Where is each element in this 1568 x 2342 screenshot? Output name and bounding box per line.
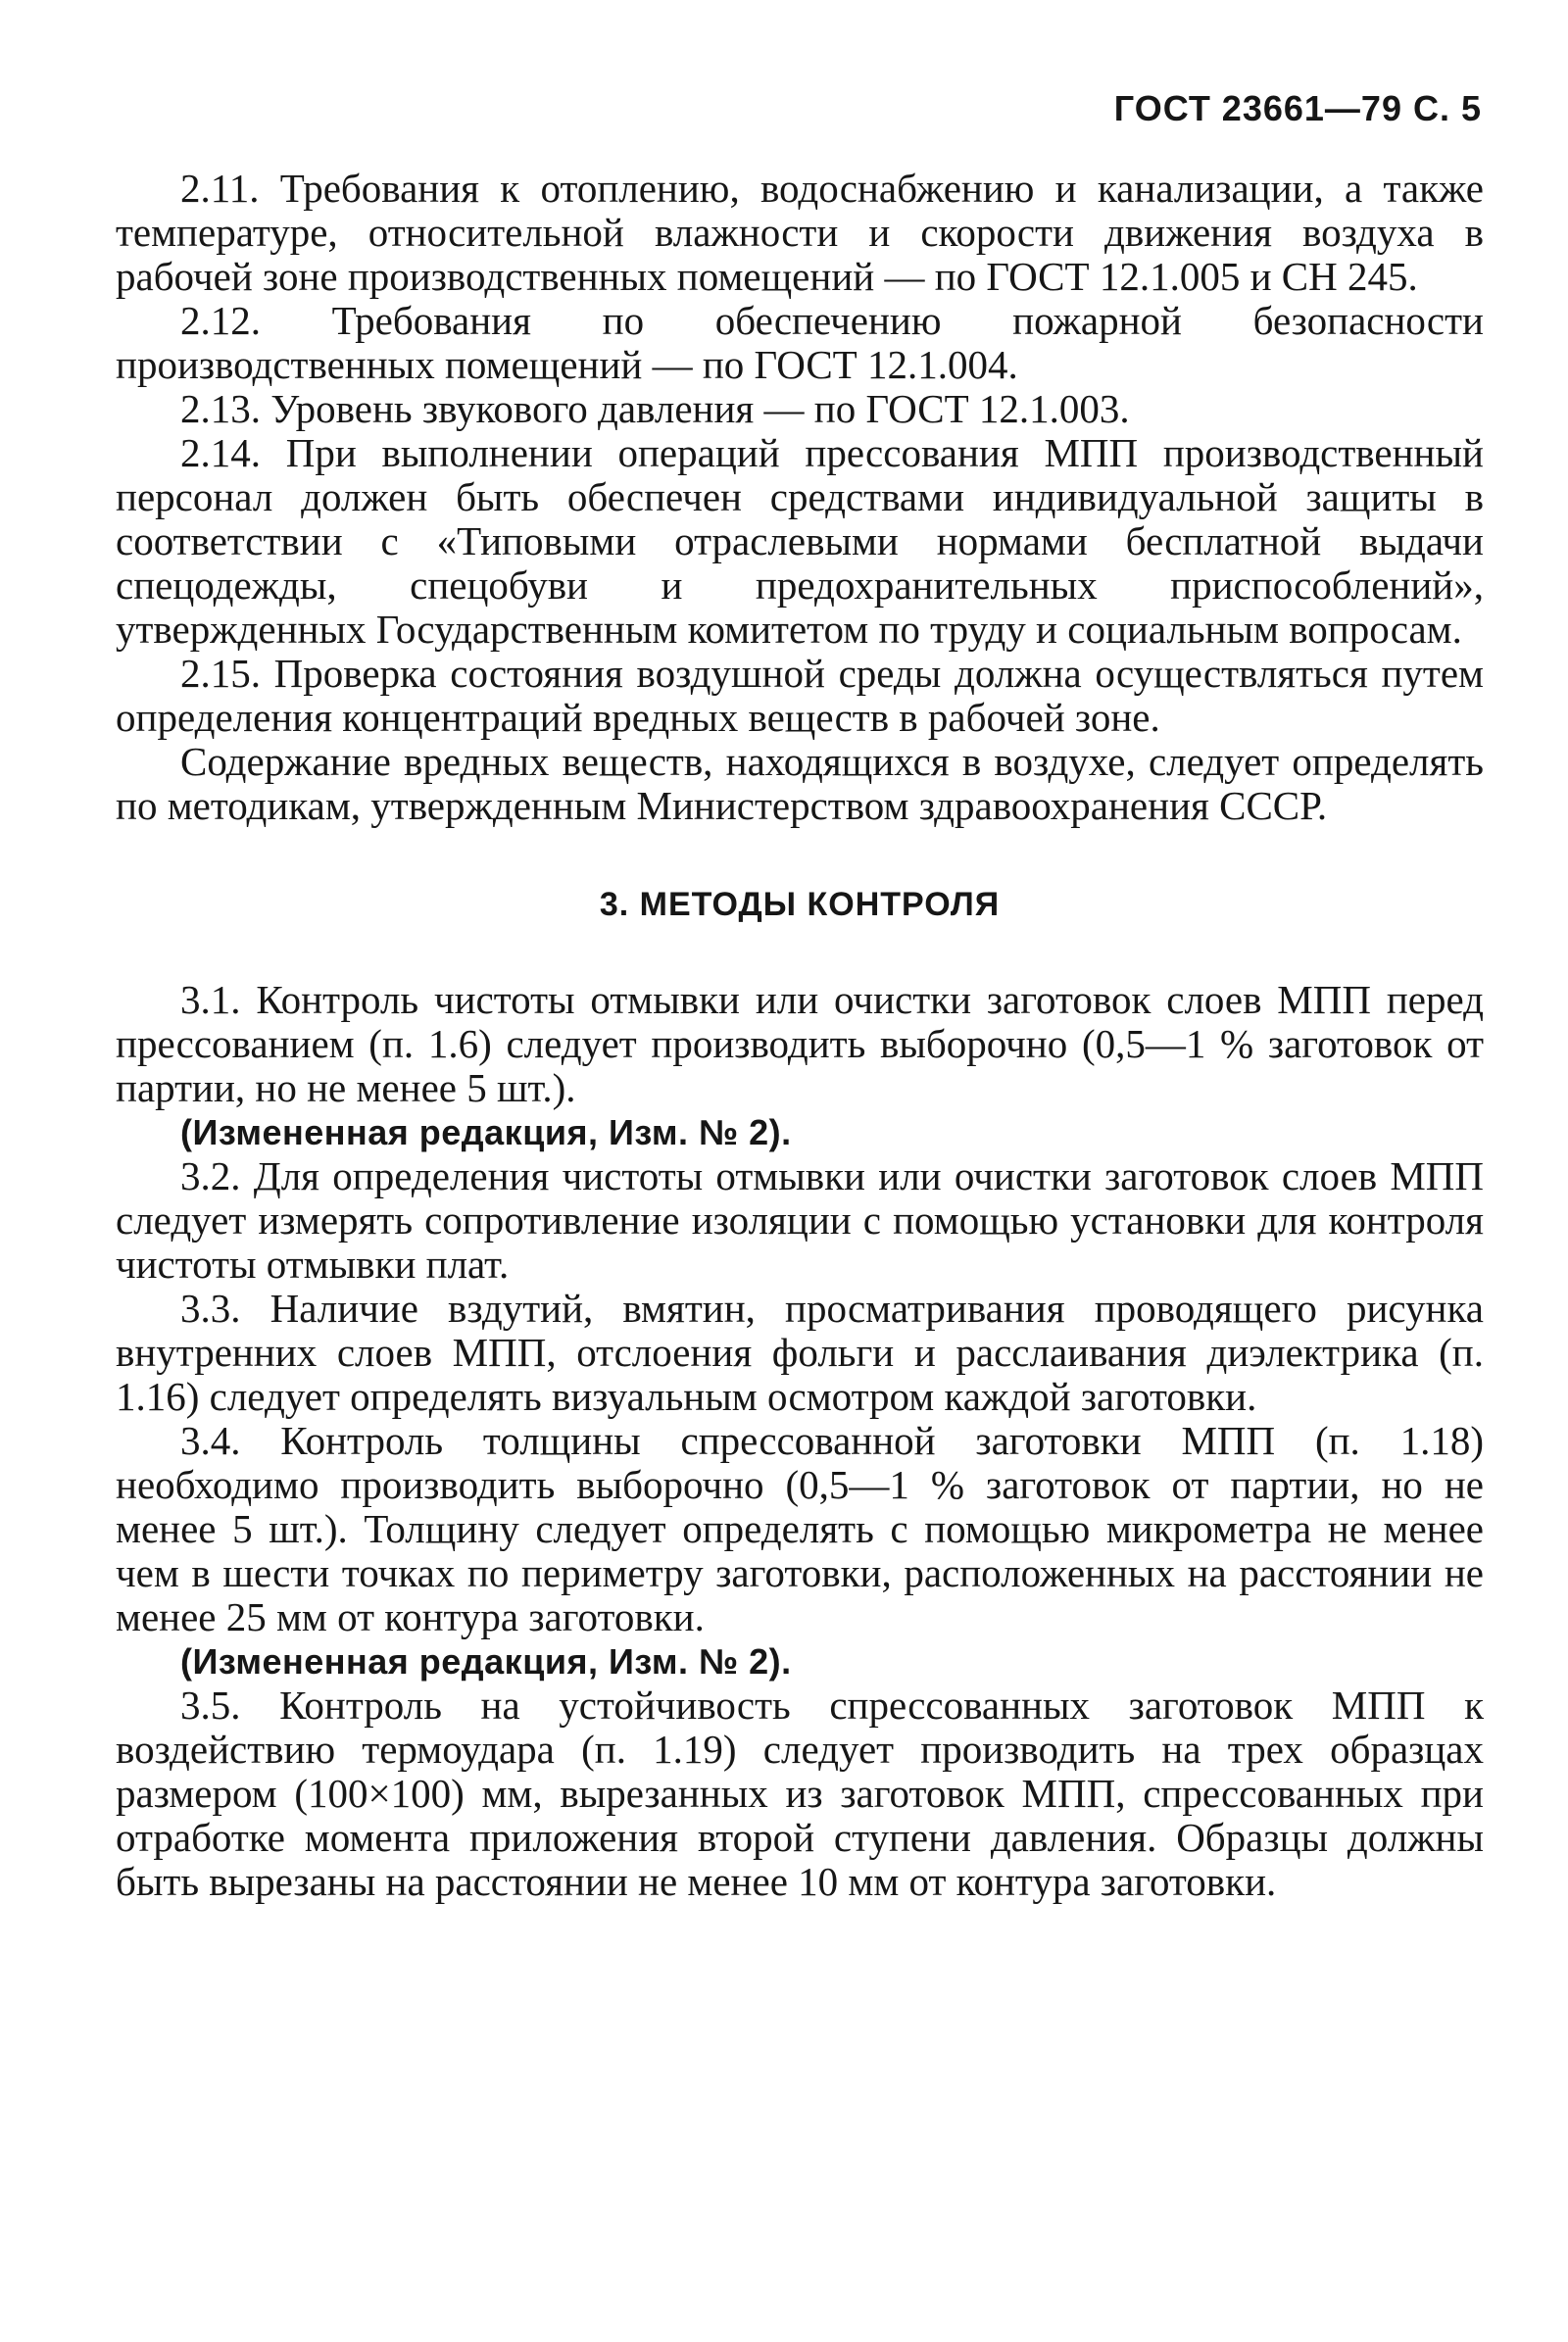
amendment-note-2: (Измененная редакция, Изм. № 2). xyxy=(180,1641,792,1682)
page-header: ГОСТ 23661—79 С. 5 xyxy=(1113,88,1482,128)
paragraph-3-4: 3.4. Контроль толщины спрессованной заготовки МПП (п. 1.18) необходимо производить выборочно (0,5—1 % заготовок от партии, но не менее 5 шт.). Толщину следует определять с помощью микрометра не менее чем в шести точках по периметру заготовки, расположенных на расстоянии не менее 25 мм от контура заготовки. xyxy=(116,1418,1484,1639)
paragraph-3-3: 3.3. Наличие вздутий, вмятин, просматривания проводящего рисунка внутренних слоев МПП, отслоения фольги и расслаивания диэлектрика (п. 1.16) следует определять визуальным осмотром каждой заготовки. xyxy=(116,1286,1484,1419)
section-title-control-methods: 3. МЕТОДЫ КОНТРОЛЯ xyxy=(599,886,1001,923)
paragraph-3-5: 3.5. Контроль на устойчивость спрессованных заготовок МПП к воздействию термоудара (п. 1.19) следует производить на трех образцах размером (100×100) мм, вырезанных из заготовок МПП, спрессованных при отработке момента приложения второй ступени давления. Образцы должны быть вырезаны на расстоянии не менее 10 мм от контура заготовки. xyxy=(116,1683,1484,1904)
paragraph-2-14: 2.14. При выполнении операций прессования МПП производственный персонал должен быть обеспечен средствами индивидуальной защиты в соответствии с «Типовыми отраслевыми нормами бесплатной выдачи спецодежды, спецобуви и предохранительных приспособлений», утвержденных Государственным комитетом по труду и социальным вопросам. xyxy=(116,430,1484,652)
paragraph-3-2: 3.2. Для определения чистоты отмывки или очистки заготовок слоев МПП следует измерять сопротивление изоляции с помощью установки для контроля чистоты отмывки плат. xyxy=(116,1153,1484,1287)
document-body xyxy=(116,167,1484,1904)
paragraph-2-15: 2.15. Проверка состояния воздушной среды должна осуществляться путем определения концентраций вредных веществ в рабочей зоне. xyxy=(116,651,1484,740)
paragraph-2-15-continued: Содержание вредных веществ, находящихся в воздухе, следует определять по методикам, утвержденным Министерством здравоохранения СССР. xyxy=(116,739,1484,828)
document-page xyxy=(116,88,1488,1904)
paragraph-2-12: 2.12. Требования по обеспечению пожарной безопасности производственных помещений — по ГОСТ 12.1.004. xyxy=(116,298,1484,387)
amendment-note-1: (Измененная редакция, Изм. № 2). xyxy=(180,1112,792,1152)
paragraph-2-11: 2.11. Требования к отоплению, водоснабжению и канализации, а также температуре, относительной влажности и скорости движения воздуха в рабочей зоне производственных помещений — по ГОСТ 12.1.005 и СН 245. xyxy=(116,166,1484,299)
paragraph-3-1: 3.1. Контроль чистоты отмывки или очистки заготовок слоев МПП перед прессованием (п. 1.6) следует производить выборочно (0,5—1 % заготовок от партии, но не менее 5 шт.). xyxy=(116,977,1484,1110)
paragraph-2-13: 2.13. Уровень звукового давления — по ГОСТ 12.1.003. xyxy=(180,386,1130,431)
